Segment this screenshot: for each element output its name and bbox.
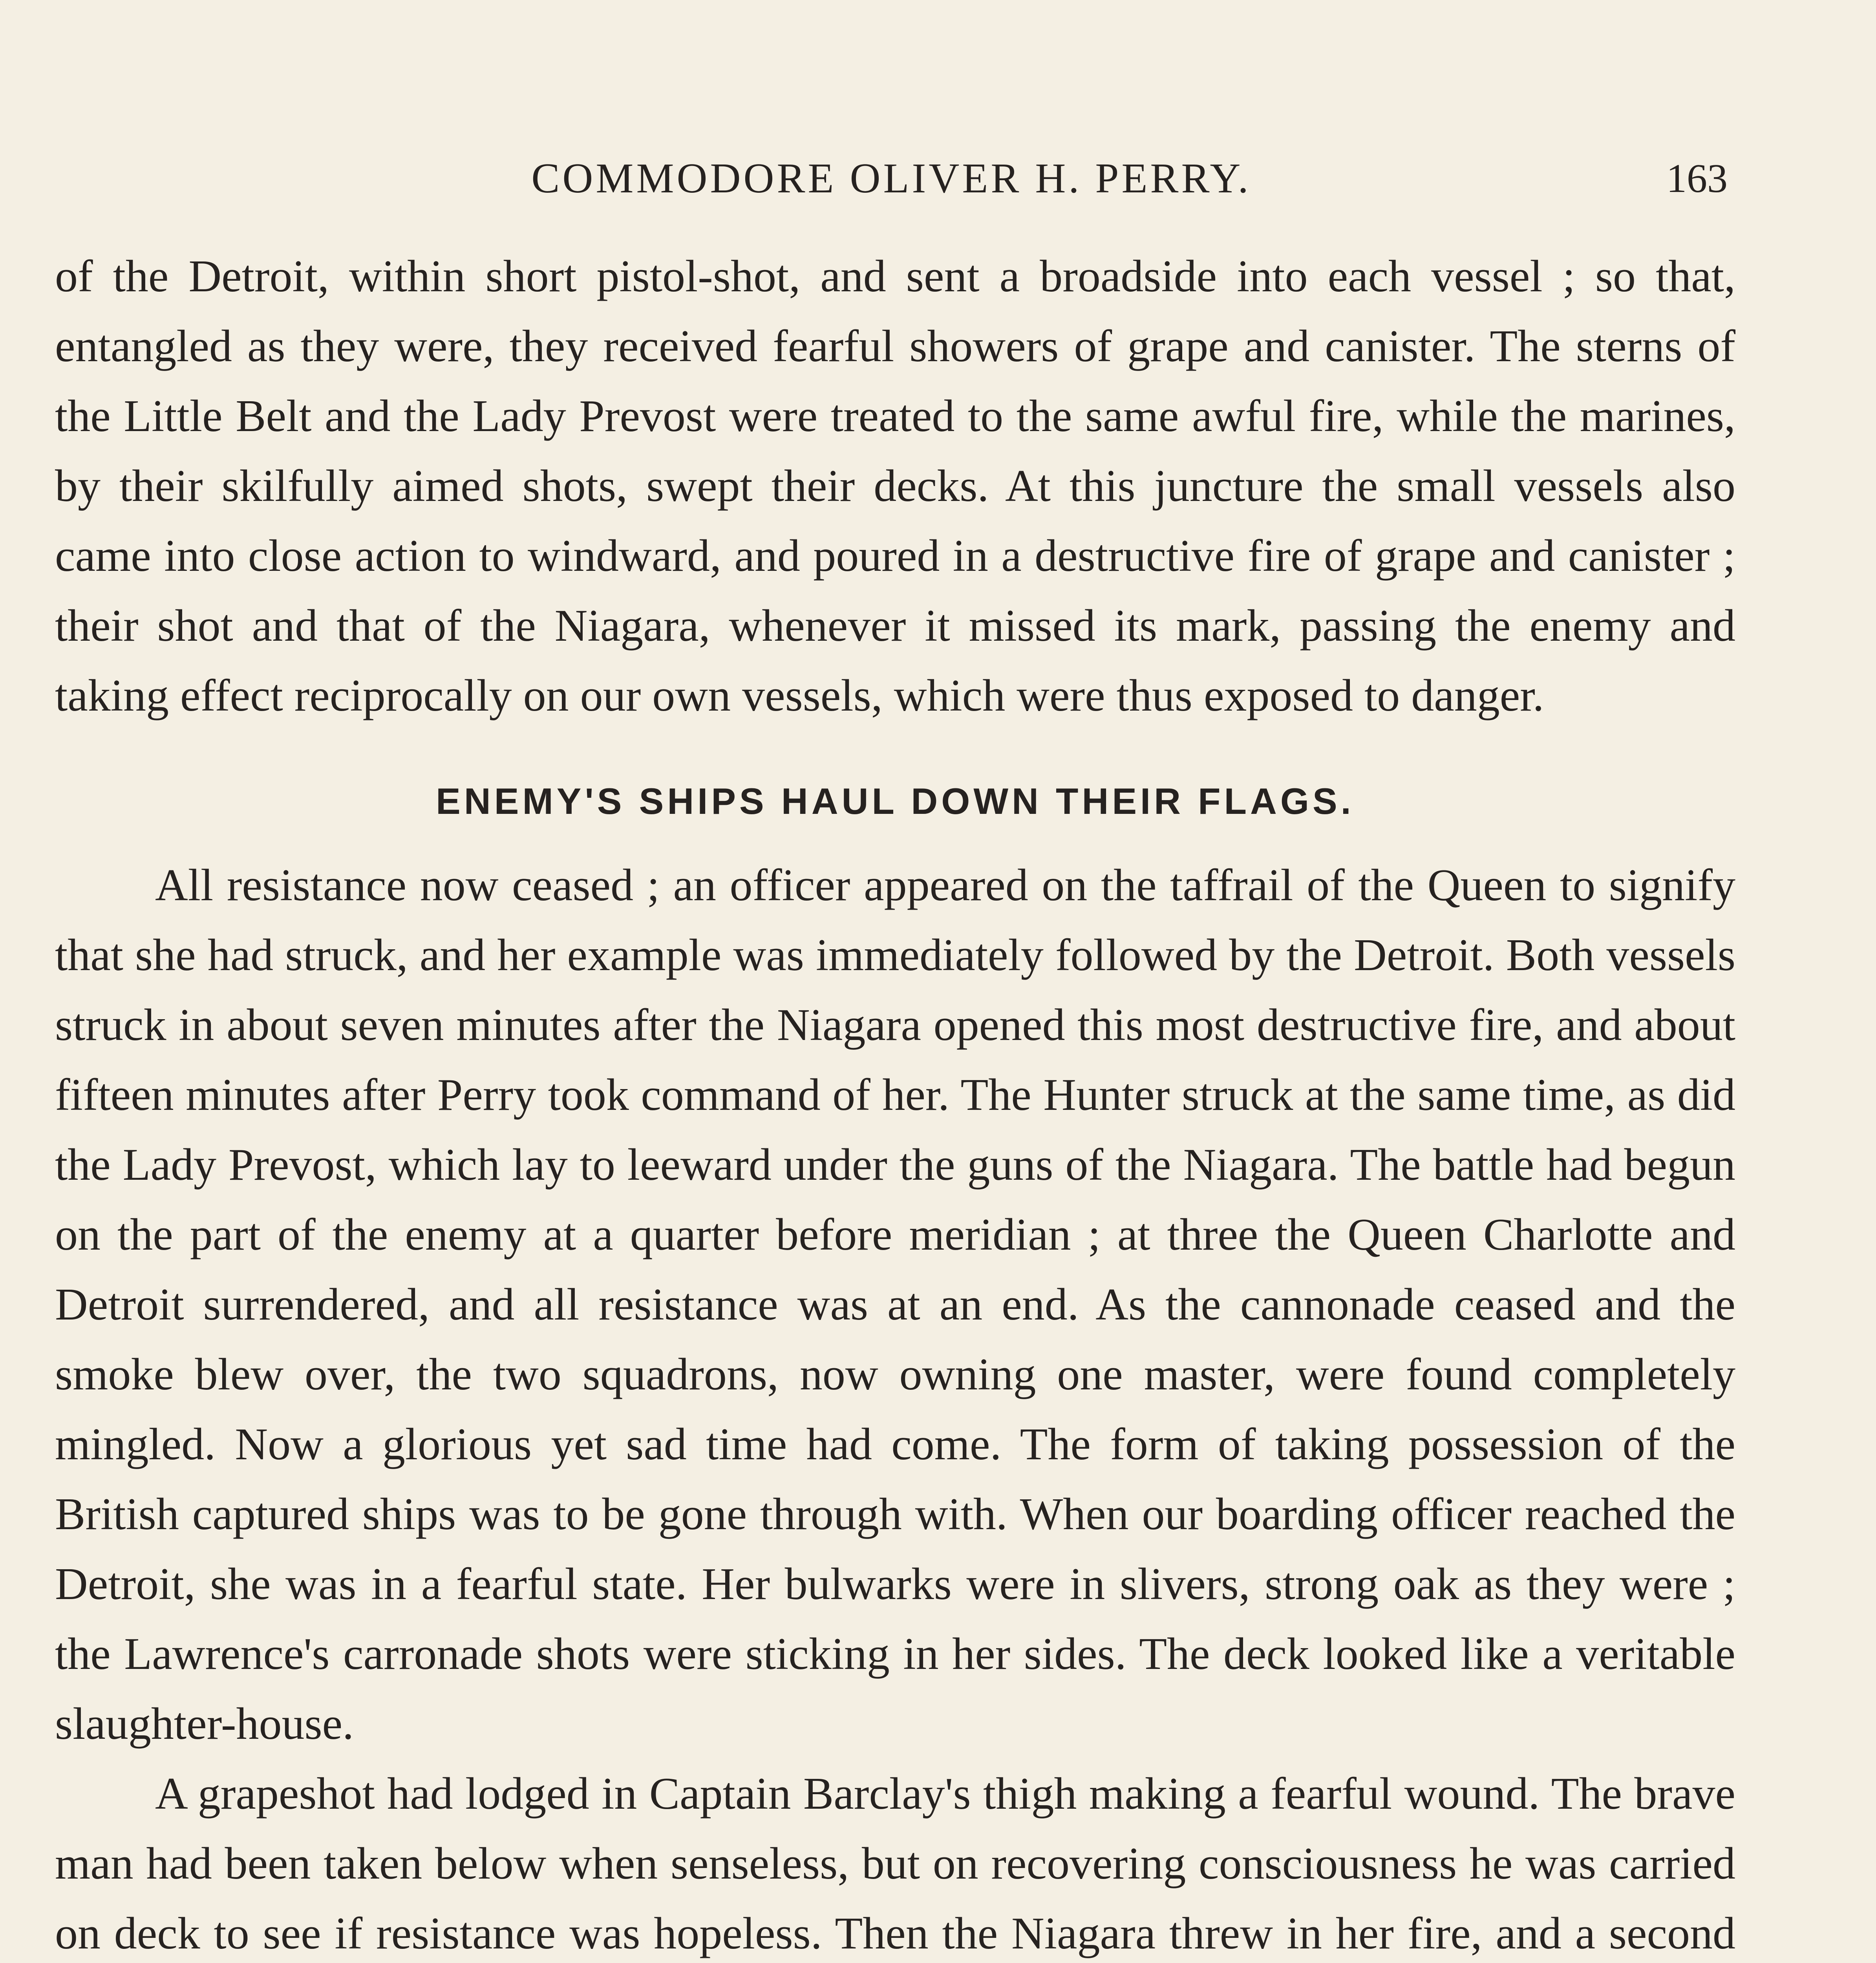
section-heading: ENEMY'S SHIPS HAUL DOWN THEIR FLAGS. xyxy=(436,780,1355,822)
paragraph-continued: of the Detroit, within short pistol-shot, and sent a broadside into each vessel ; so that, entangled as they were, they received fearful showers of grape and canister. The sterns of the Little Belt and the Lady Prevost were treated to the same awful fire, while the marines, by their skilfully aimed shots, swept their decks. At this juncture the small vessels also came into close action to windward, and poured in a destructive fire of grape and canister ; their shot and that of the Niagara, whenever it missed its mark, passing the enemy and taking effect reciprocally on our own vessels, which were thus exposed to danger. xyxy=(55,251,1735,721)
running-title: COMMODORE OLIVER H. PERRY. xyxy=(531,155,1251,202)
body-text xyxy=(55,241,1735,1963)
paragraph-resistance-ceased: All resistance now ceased ; an officer appeared on the taffrail of the Queen to signify that she had struck, and her example was immediately followed by the Detroit. Both vessels struck in about seven minutes after the Niagara opened this most destructive fire, and about fifteen minutes after Perry took command of her. The Hunter struck at the same time, as did the Lady Prevost, which lay to leeward under the guns of the Niagara. The battle had begun on the part of the enemy at a quarter before meridian ; at three the Queen Charlotte and Detroit surrendered, and all resistance was at an end. As the cannonade ceased and the smoke blew over, the two squadrons, now owning one master, were found completely mingled. Now a glorious yet sad time had come. The form of taking possession of the British captured ships was to be gone through with. When our boarding officer reached the Detroit, she was in a fearful state. Her bulwarks were in slivers, strong oak as they were ; the Lawrence's carronade shots were sticking in her sides. The deck looked like a veritable slaughter-house. xyxy=(55,860,1735,1749)
running-head xyxy=(55,149,1728,208)
page-number: 163 xyxy=(1666,156,1728,201)
paragraph-barclay-wound: A grapeshot had lodged in Captain Barclay's thigh making a fearful wound. The brave man had been taken below when senseless, but on recovering consciousness he was carried on deck to see if resistance was hopeless. Then the Niagara threw in her fire, and a second xyxy=(55,1769,1735,1959)
